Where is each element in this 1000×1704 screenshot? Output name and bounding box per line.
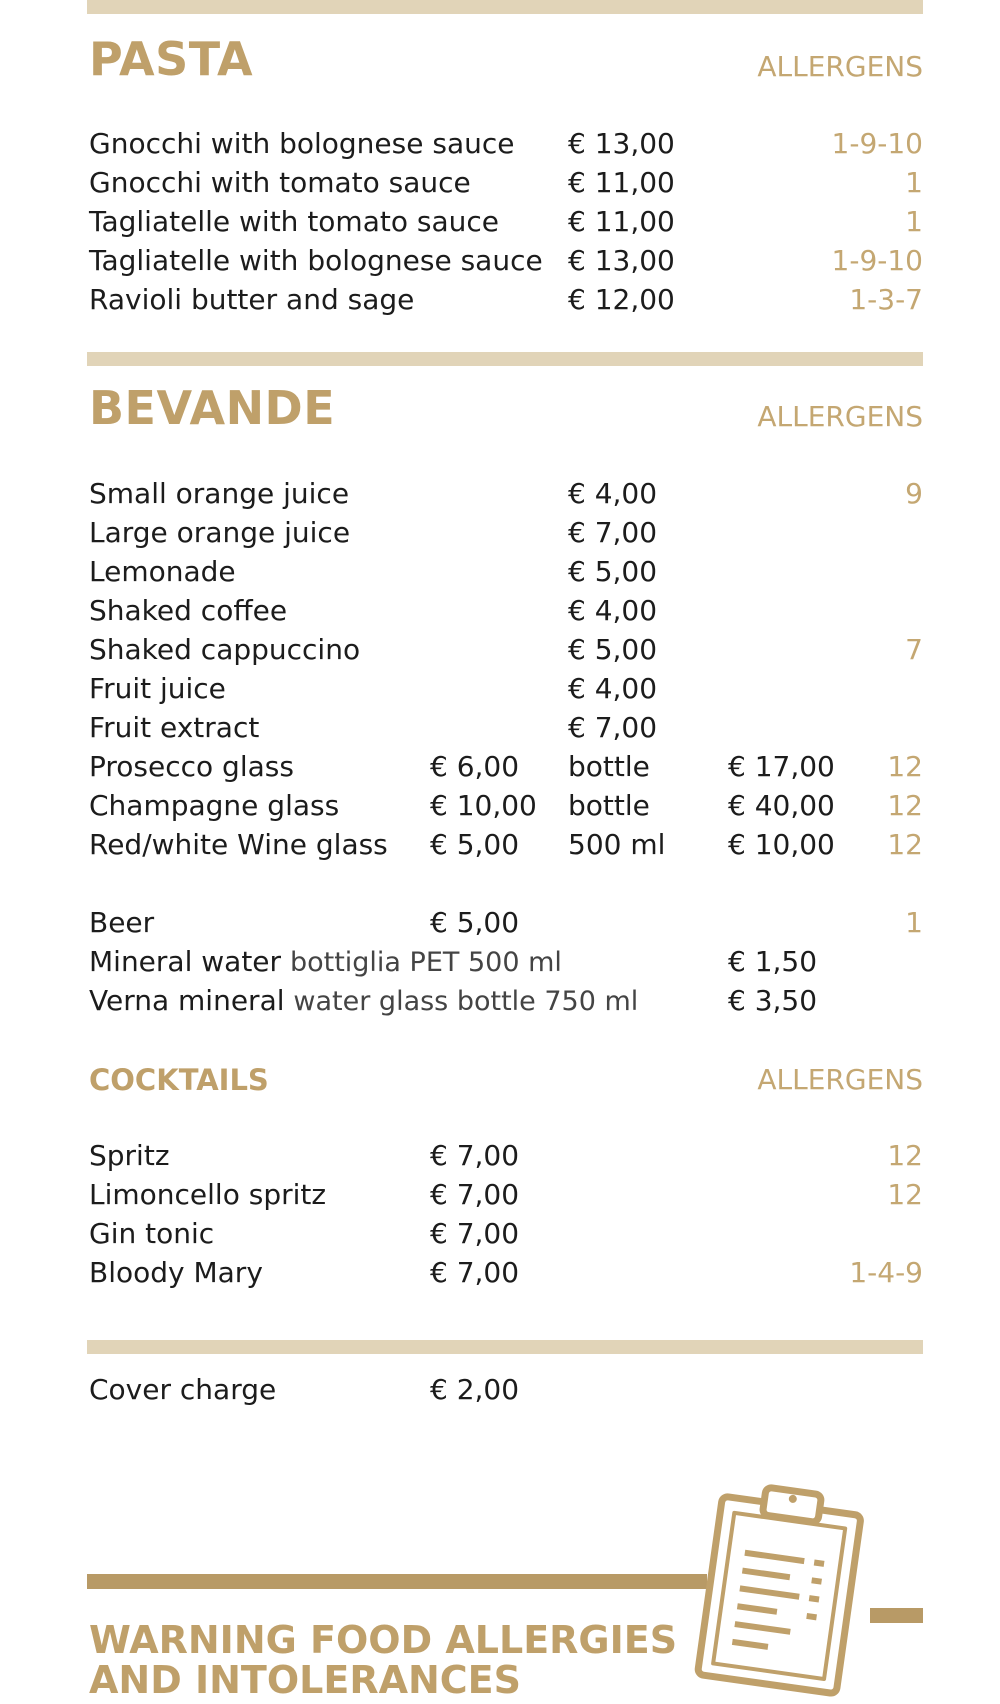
item-allergens: 12 — [887, 750, 923, 783]
item-allergens: 1-9-10 — [831, 244, 923, 277]
menu-item — [0, 708, 1000, 747]
cocktails-allergens-label: ALLERGENS — [757, 1063, 923, 1096]
menu-item — [0, 1175, 1000, 1214]
clipboard-icon — [680, 1480, 880, 1700]
menu-item — [0, 280, 1000, 319]
menu-item — [0, 630, 1000, 669]
bevande-title: BEVANDE — [89, 381, 336, 435]
bottle-price: € 17,00 — [728, 750, 835, 783]
item-price: € 11,00 — [568, 166, 675, 199]
item-price: € 7,00 — [430, 1217, 520, 1250]
bottle-label: 500 ml — [568, 828, 666, 861]
item-allergens: 1-3-7 — [849, 283, 923, 316]
item-name: Small orange juice — [89, 477, 350, 510]
allergy-warning — [89, 1620, 677, 1700]
bottle-price: € 10,00 — [728, 828, 835, 861]
wine-item — [0, 786, 1000, 825]
item-name — [89, 942, 562, 982]
item-allergens: 1 — [905, 205, 923, 238]
item-price: € 5,00 — [430, 906, 520, 939]
water-detail: water glass bottle 750 ml — [293, 986, 639, 1017]
item-allergens: 12 — [887, 828, 923, 861]
water-name: Verna mineral — [89, 984, 285, 1017]
item-price: € 11,00 — [568, 205, 675, 238]
menu-item — [0, 1253, 1000, 1292]
cover-price: € 2,00 — [430, 1373, 520, 1406]
cocktails-title: COCKTAILS — [89, 1063, 269, 1097]
warning-line-2: AND INTOLERANCES — [89, 1658, 522, 1702]
item-name: Champagne glass — [89, 789, 340, 822]
item-price: € 7,00 — [430, 1139, 520, 1172]
item-name — [89, 981, 638, 1021]
item-name: Red/white Wine glass — [89, 828, 388, 861]
glass-price: € 5,00 — [430, 828, 520, 861]
item-name: Fruit extract — [89, 711, 260, 744]
pasta-allergens-label: ALLERGENS — [757, 50, 923, 83]
item-name: Shaked coffee — [89, 594, 288, 627]
cover-label: Cover charge — [89, 1373, 277, 1406]
menu-item — [0, 202, 1000, 241]
menu-item — [0, 124, 1000, 163]
item-name: Gnocchi with bolognese sauce — [89, 127, 515, 160]
item-allergens: 9 — [905, 477, 923, 510]
item-name: Bloody Mary — [89, 1256, 263, 1289]
warning-line-1: WARNING FOOD ALLERGIES — [89, 1618, 678, 1662]
cover-divider — [87, 1340, 923, 1354]
wine-item — [0, 825, 1000, 864]
item-name: Fruit juice — [89, 672, 226, 705]
item-name: Tagliatelle with bolognese sauce — [89, 244, 543, 277]
menu-item — [0, 163, 1000, 202]
item-name: Shaked cappuccino — [89, 633, 361, 666]
water-detail: bottiglia PET 500 ml — [289, 947, 562, 978]
bottle-label: bottle — [568, 750, 650, 783]
bevande-allergens-label: ALLERGENS — [757, 400, 923, 433]
item-price: € 4,00 — [568, 594, 658, 627]
item-price: € 4,00 — [568, 477, 658, 510]
bevande-divider — [87, 352, 923, 366]
menu-item — [0, 1136, 1000, 1175]
item-price: € 5,00 — [568, 633, 658, 666]
item-allergens: 1-4-9 — [849, 1256, 923, 1289]
item-price: € 7,00 — [568, 711, 658, 744]
menu-item — [0, 241, 1000, 280]
item-price: € 4,00 — [568, 672, 658, 705]
item-name: Beer — [89, 906, 155, 939]
menu-item — [0, 669, 1000, 708]
glass-price: € 10,00 — [430, 789, 537, 822]
menu-item — [0, 591, 1000, 630]
item-allergens: 12 — [887, 1139, 923, 1172]
bottle-label: bottle — [568, 789, 650, 822]
water-name: Mineral water — [89, 945, 282, 978]
item-name: Spritz — [89, 1139, 170, 1172]
cover-charge — [0, 1370, 1000, 1409]
item-price: € 7,00 — [430, 1178, 520, 1211]
item-name: Gnocchi with tomato sauce — [89, 166, 471, 199]
water-item — [0, 981, 1000, 1020]
pasta-divider — [87, 0, 923, 14]
item-allergens: 7 — [905, 633, 923, 666]
item-name: Lemonade — [89, 555, 236, 588]
item-allergens: 12 — [887, 789, 923, 822]
glass-price: € 6,00 — [430, 750, 520, 783]
menu-item — [0, 1214, 1000, 1253]
item-name: Ravioli butter and sage — [89, 283, 415, 316]
item-price: € 7,00 — [430, 1256, 520, 1289]
item-allergens: 1 — [905, 906, 923, 939]
item-price: € 13,00 — [568, 244, 675, 277]
item-name: Prosecco glass — [89, 750, 294, 783]
item-allergens: 1 — [905, 166, 923, 199]
item-price: € 12,00 — [568, 283, 675, 316]
item-allergens: 12 — [887, 1178, 923, 1211]
item-price: € 5,00 — [568, 555, 658, 588]
item-allergens: 1-9-10 — [831, 127, 923, 160]
item-price: € 3,50 — [728, 984, 818, 1017]
item-price: € 13,00 — [568, 127, 675, 160]
item-name: Limoncello spritz — [89, 1178, 327, 1211]
pasta-title: PASTA — [89, 32, 254, 86]
footer-rule-left — [87, 1574, 707, 1589]
item-name: Tagliatelle with tomato sauce — [89, 205, 499, 238]
menu-item — [0, 552, 1000, 591]
bottle-price: € 40,00 — [728, 789, 835, 822]
item-price: € 7,00 — [568, 516, 658, 549]
menu-item — [0, 903, 1000, 942]
item-name: Gin tonic — [89, 1217, 215, 1250]
item-name: Large orange juice — [89, 516, 351, 549]
menu-item — [0, 513, 1000, 552]
menu-item — [0, 474, 1000, 513]
wine-item — [0, 747, 1000, 786]
item-price: € 1,50 — [728, 945, 818, 978]
water-item — [0, 942, 1000, 981]
